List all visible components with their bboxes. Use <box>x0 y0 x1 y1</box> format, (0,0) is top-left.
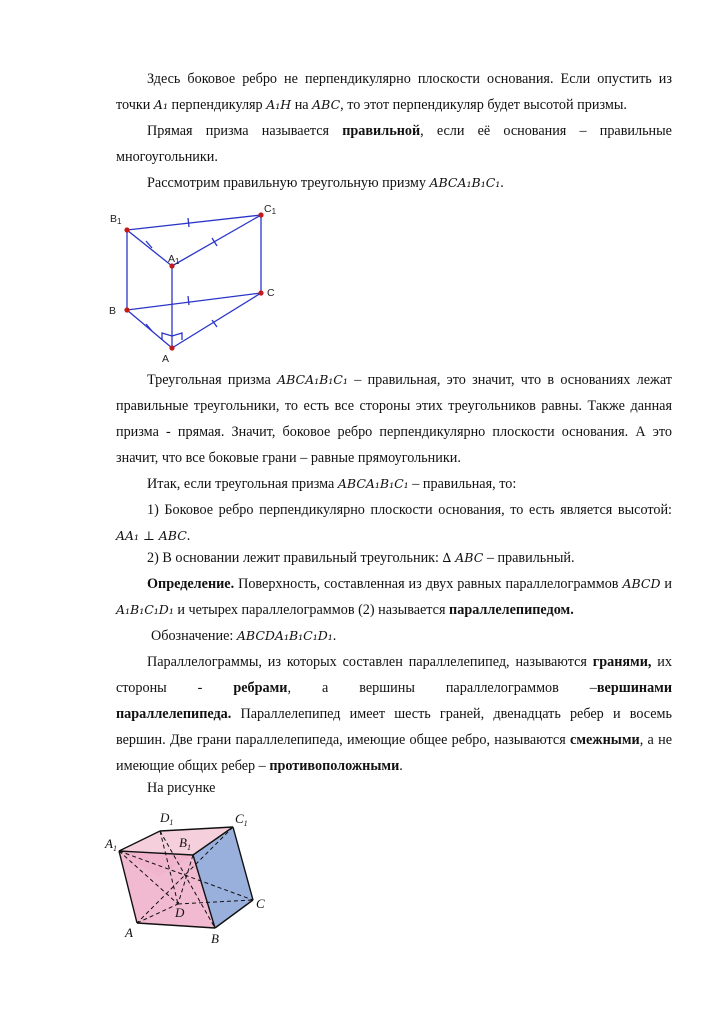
edge-b1a1 <box>127 230 172 266</box>
term-edges: ребрами <box>233 680 288 696</box>
paragraph-so-if: Итак, если треугольная призма ABCA₁B₁C₁ – правильная, то: <box>147 476 517 492</box>
term-parallelepiped-gen: параллелепипеда. <box>116 706 232 722</box>
right-angle-mark-2 <box>172 333 182 340</box>
parallelepiped-figure <box>103 805 283 955</box>
label-a: A <box>162 353 170 365</box>
paragraph-consider-prism: Рассмотрим правильную треугольную призму ABCA₁B₁C₁. <box>147 175 504 191</box>
edge-b1c1 <box>127 215 261 230</box>
prism-labels <box>109 203 277 365</box>
math-prism-name-2: ABCA₁B₁C₁ <box>277 372 348 387</box>
term-parallelepiped: параллелепипедом. <box>449 602 574 618</box>
label-d1: $D_1$ <box>160 810 174 827</box>
vertex-c1 <box>258 212 263 217</box>
vertex-a <box>169 345 174 350</box>
label-a: A <box>125 925 133 940</box>
label-b: B <box>109 305 117 317</box>
term-adjacent: смежными <box>570 732 640 748</box>
vertex-c <box>258 290 263 295</box>
math-aa1-perp-abc: AA₁ ⊥ ABC <box>116 528 187 543</box>
math-abcd: ABCD <box>622 576 661 591</box>
label-c1: C1 <box>264 203 277 216</box>
paragraph-on-figure: На рисунке <box>147 780 216 796</box>
label-b1: B1 <box>110 213 122 226</box>
triangular-prism-figure <box>100 200 300 365</box>
term-vertices: вершинами <box>596 680 672 696</box>
math-abc: ABC <box>312 97 341 112</box>
right-angle-mark <box>162 333 172 340</box>
edge-ac <box>172 293 261 348</box>
math-prism-name-3: ABCA₁B₁C₁ <box>337 476 409 491</box>
paragraph-regular-prism-def: Прямая призма называется правильной, если её основания – правильные многоугольники. <box>116 123 672 165</box>
math-a1b1c1d1: A₁B₁C₁D₁ <box>116 602 174 617</box>
term-regular: правильной <box>342 123 421 139</box>
paragraph-item-1: 1) Боковое ребро перпендикулярно плоскости основания, то есть является высотой: AA₁ ⊥ ABC. <box>116 502 672 544</box>
faces-line-3: параллелепипеда. Параллелепипед имеет шесть граней, двенадцать ребер и восемь вершин. Две грани параллелепипеда, имеющие общее ребро, называются смежными, а не имеющие общих ребер – противоположными. <box>116 706 672 774</box>
label-c: C <box>256 896 265 911</box>
vertex-b <box>124 307 129 312</box>
label-b: B <box>211 931 219 946</box>
paragraph-definition: Определение. Поверхность, составленная из двух равных параллелограммов ABCD и A₁B₁C₁D₁ и четырех параллелограммов (2) называется параллелепипедом. <box>116 576 672 618</box>
label-c: C <box>267 287 275 299</box>
paragraph-item-2: 2) В основании лежит правильный треугольник: ∆ ABC – правильный. <box>147 550 575 566</box>
label-c1: $C_1$ <box>235 811 248 828</box>
paragraph-prism-properties: Треугольная призма ABCA₁B₁C₁ – правильная, это значит, что в основаниях лежат правильные треугольники, то есть все стороны этих треугольников равны. Также данная призма - прямая. Значит, боковое ребро перпендикулярно плоскости основания. А это значит, что все боковые грани – равные прямоугольники. <box>116 372 672 466</box>
label-b1: $B_1$ <box>179 835 191 852</box>
edge-bc <box>127 293 261 310</box>
math-a1: A₁ <box>153 97 168 112</box>
math-triangle-abc: ∆ ABC <box>442 550 484 565</box>
paragraph-notation: Обозначение: ABCDA₁B₁C₁D₁. <box>151 628 337 644</box>
prism-vertices <box>124 212 263 350</box>
paragraph-oblique-prism: Здесь боковое ребро не перпендикулярно плоскости основания. Если опустить из точки A₁ перпендикуляр A₁H на ABC, то этот перпендикуляр будет высотой призмы. <box>116 71 672 113</box>
prism-edges <box>127 215 261 348</box>
label-a1: $A_1$ <box>105 836 117 853</box>
math-prism-name: ABCA₁B₁C₁ <box>429 175 501 190</box>
faces-line-2: стороны - ребрами, а вершины параллелограммов –вершинами <box>116 680 672 696</box>
edge-a1c1 <box>172 215 261 266</box>
math-a1h: A₁H <box>266 97 292 112</box>
tick-bc <box>188 296 189 305</box>
math-parallelepiped-name: ABCDA₁B₁C₁D₁ <box>236 628 333 643</box>
faces-line-1: Параллелограммы, из которых составлен параллелепипед, называются гранями, их <box>147 654 672 670</box>
term-faces: гранями, <box>592 654 652 670</box>
vertex-b1 <box>124 227 129 232</box>
label-a1: A1 <box>168 253 180 266</box>
term-opposite: противоположными <box>269 758 400 774</box>
tick-b1c1 <box>188 218 189 227</box>
term-definition: Определение. <box>147 576 235 592</box>
label-d: D <box>175 905 185 920</box>
